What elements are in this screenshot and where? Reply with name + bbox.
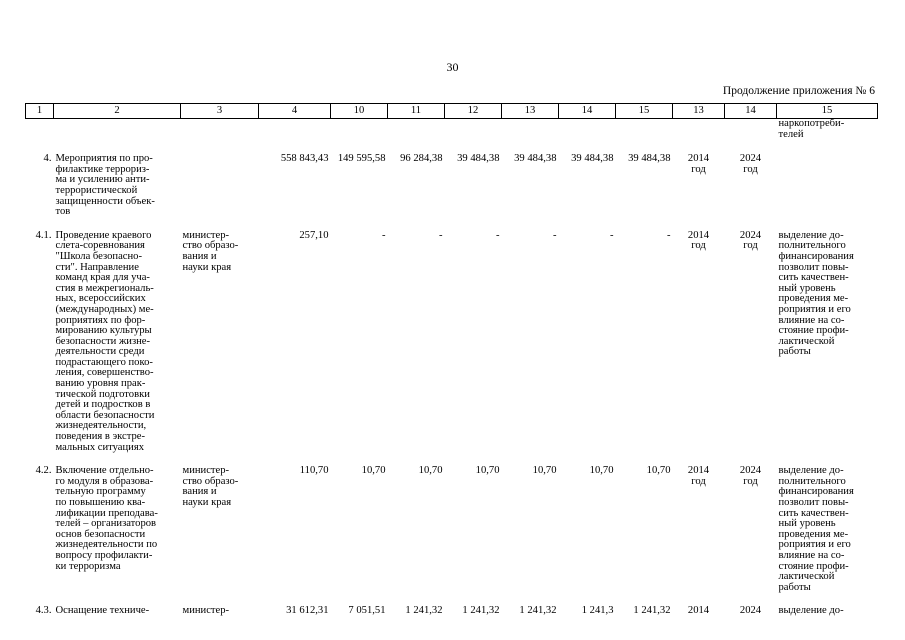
amount-cell: - [438,229,443,241]
amount-cell: 1 241,32 [519,605,557,617]
amount-cell: 10,70 [361,465,386,477]
amount-cell: 39 484,38 [457,153,500,165]
amount-cell: 10,70 [532,465,557,477]
page-number: 30 [446,60,459,74]
amount-cell: 1 241,32 [405,605,443,617]
row-number-cell: 4.1. [35,229,52,241]
executor-cell: министер- ство образо- вания и науки края [182,465,239,508]
amount-cell: 110,70 [299,465,329,477]
amount-cell: 31 612,31 [286,605,329,617]
column-header: 14 [559,104,616,119]
result-cell: выделение до- полнительного финансирования позволит повы- сить качествен- ный уровень проведения ме- роприятия и его влияние на со- стояние профи- лактической работы [778,465,854,593]
row-number-cell: 4. [43,153,52,165]
amount-cell: 149 595,58 [337,153,386,165]
amount-cell: 39 484,38 [571,153,614,165]
measure-name-cell: Мероприятия по про- филактике террориз- ма и усилению анти- террористической защищенности объек- тов [55,153,155,218]
amount-cell: 1 241,32 [462,605,500,617]
end-year-cell: 2024 [739,605,762,617]
column-header: 13 [673,104,725,119]
amount-cell: - [552,229,557,241]
executor-cell [181,140,259,218]
row-number-cell: 4.2. [35,465,52,477]
end-year-cell: 2024 год [739,229,762,252]
result-cell: выделение до- полнительного финансирования позволит повы- сить качествен- ный уровень проведения ме- роприятия и его влияние на со- стояние профи- лактической работы [778,229,854,358]
amount-cell: 7 051,51 [348,605,386,617]
column-header: 4 [259,104,331,119]
column-header: 15 [777,104,878,119]
column-header: 14 [725,104,777,119]
amount-cell: 10,70 [418,465,443,477]
amount-cell: - [495,229,500,241]
column-header: 13 [502,104,559,119]
end-year-cell: 2024 год [739,153,762,175]
amount-cell: 558 843,43 [280,153,329,165]
continuation-row [26,119,878,141]
measure-name-cell: Проведение краевого слета-соревнования "Школа безопасно- сти". Направление команд края для уча- стия в межрегиональ- ных, всероссийских (международных) ме- роприятиях по фор- мированию культуры безопасности жизне- деятельности среди подрастающего поко- ления, совершенство- ванию уровня прак- тической подготовки детей и подростков в области безопасности жизнедеятельности, поведения в экстре- мальных ситуациях [55,229,155,453]
column-header: 15 [616,104,673,119]
appendix-table [25,103,878,617]
column-header: 11 [388,104,445,119]
amount-cell: 10,70 [475,465,500,477]
row-number-cell: 4.3. [35,605,52,617]
table-row [26,453,878,593]
amount-cell: 10,70 [646,465,671,477]
column-header: 12 [445,104,502,119]
amount-cell: 257,10 [299,229,329,241]
amount-cell: 39 484,38 [514,153,557,165]
measure-name-cell: Оснащение техниче- [55,605,150,617]
column-header: 2 [54,104,181,119]
column-header: 10 [331,104,388,119]
amount-cell: 10,70 [589,465,614,477]
start-year-cell: 2014 год [687,465,710,487]
amount-cell: 39 484,38 [628,153,671,165]
amount-cell: 1 241,32 [633,605,671,617]
table-row [26,218,878,453]
start-year-cell: 2014 [687,605,710,617]
amount-cell: 1 241,3 [581,605,614,617]
measure-name-cell: Включение отдельно- го модуля в образова- тельную программу по повышению ква- лификации преподава- телей – организаторов основ безопасности жизнедеятельности по вопросу профилакти- ки терроризма [55,465,158,572]
executor-cell: министер- [182,605,230,617]
amount-cell: - [381,229,386,241]
table-row [26,593,878,617]
continuation-caption: Продолжение приложения № 6 [722,85,875,97]
amount-cell: 96 284,38 [400,153,443,165]
result-cell: выделение до- [778,605,844,617]
end-year-cell: 2024 год [739,465,762,487]
column-header: 1 [26,104,54,119]
start-year-cell: 2014 год [687,229,710,252]
result-cell [777,140,878,218]
start-year-cell: 2014 год [687,153,710,175]
table-row [26,140,878,218]
executor-cell: министер- ство образо- вания и науки края [182,229,239,273]
column-header: 3 [181,104,259,119]
header-row [26,104,878,119]
amount-cell: - [666,229,671,241]
amount-cell: - [609,229,614,241]
continued-result-cell: наркопотреби- телей [778,118,845,140]
